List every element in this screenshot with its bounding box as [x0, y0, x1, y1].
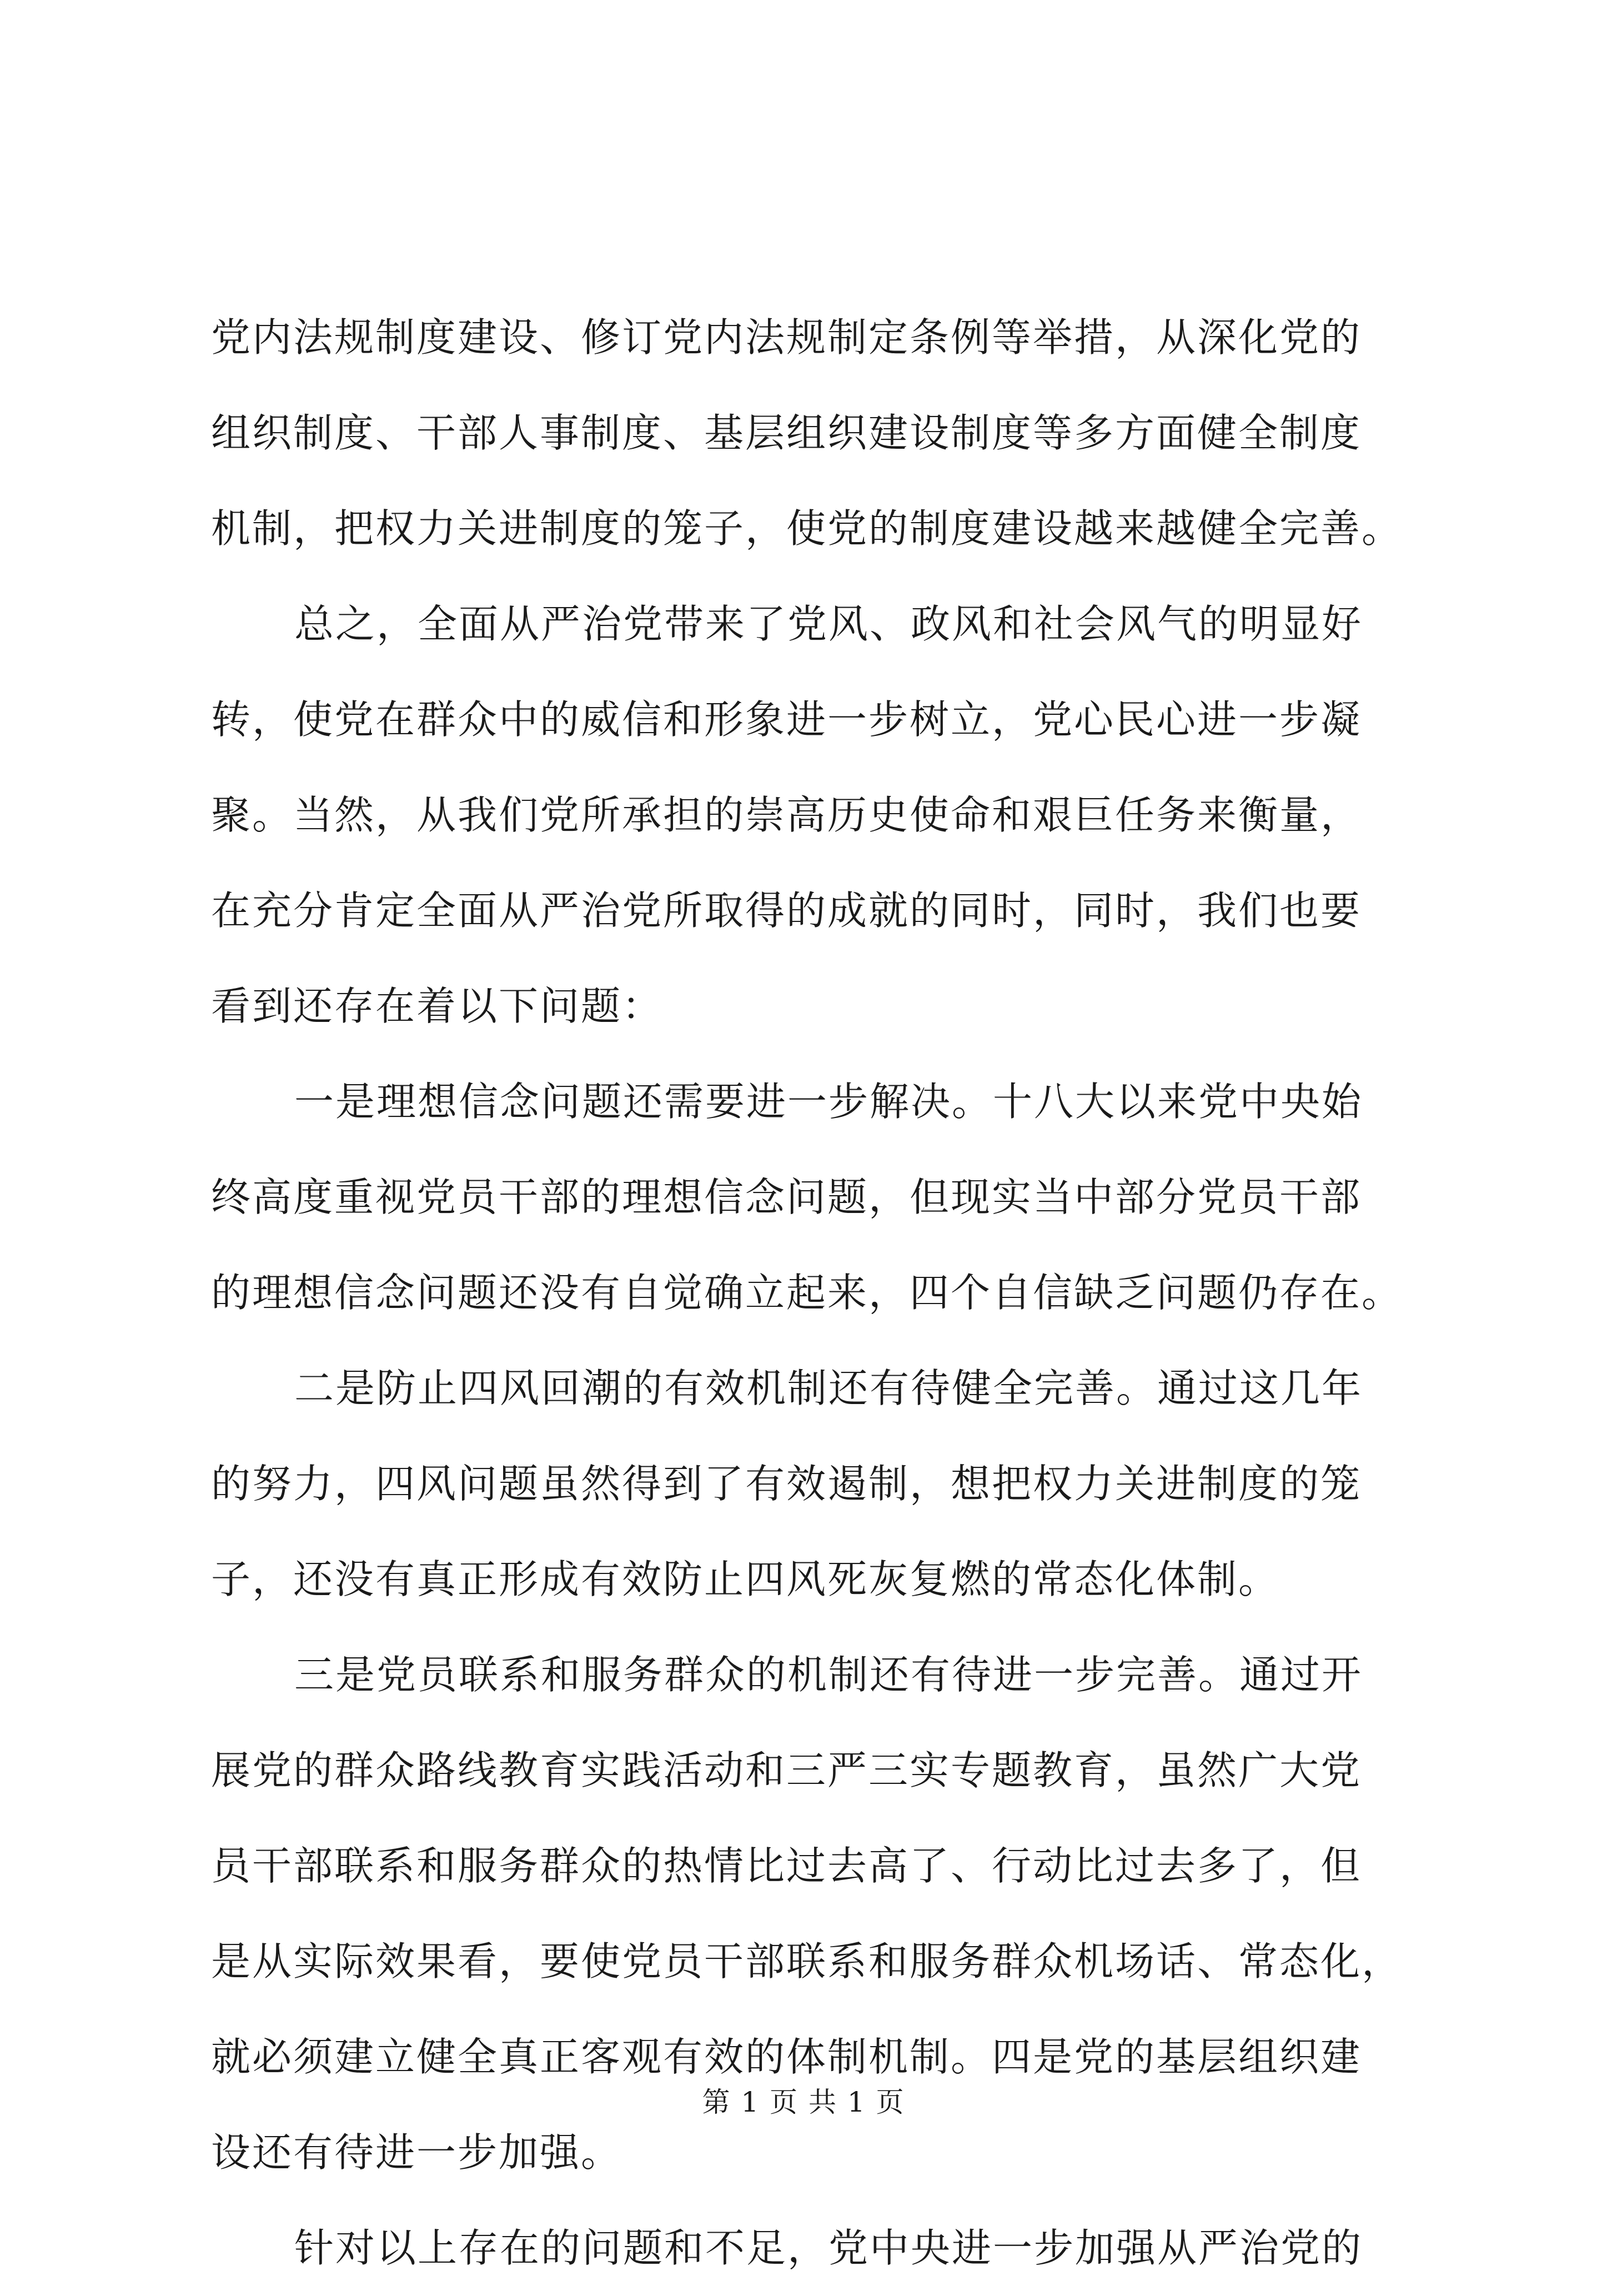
text-line: 机制，把权力关进制度的笼子，使党的制度建设越来越健全完善。	[211, 505, 1403, 552]
text-line: 党内法规制度建设、修订党内法规制定条例等举措，从深化党的	[211, 314, 1362, 360]
text-line: 组织制度、干部人事制度、基层组织建设制度等多方面健全制度	[211, 410, 1362, 456]
text-line: 是从实际效果看，要使党员干部联系和服务群众机场话、常态化，	[211, 1938, 1403, 1984]
document-body	[211, 290, 1410, 2296]
page-number-footer: 第 1 页 共 1 页	[702, 2086, 905, 2118]
text-line: 设还有待进一步加强。	[211, 2129, 622, 2175]
text-line: 在充分肯定全面从严治党所取得的成就的同时，同时，我们也要	[211, 888, 1362, 934]
paragraph-start-line: 三是党员联系和服务群众的机制还有待进一步完善。通过开	[294, 1652, 1363, 1698]
paragraph-start-line: 一是理想信念问题还需要进一步解决。十八大以来党中央始	[294, 1079, 1363, 1125]
text-line: 看到还存在着以下问题：	[211, 983, 664, 1029]
text-line: 的努力，四风问题虽然得到了有效遏制，想把权力关进制度的笼	[211, 1461, 1362, 1507]
paragraph-start-line: 总之，全面从严治党带来了党风、政风和社会风气的明显好	[294, 601, 1363, 647]
text-line: 员干部联系和服务群众的热情比过去高了、行动比过去多了，但	[211, 1843, 1362, 1889]
text-line: 终高度重视党员干部的理想信念问题，但现实当中部分党员干部	[211, 1174, 1362, 1220]
paragraph-start-line: 针对以上存在的问题和不足，党中央进一步加强从严治党的	[294, 2225, 1363, 2271]
text-line: 子，还没有真正形成有效防止四风死灰复燃的常态化体制。	[211, 1556, 1280, 1602]
text-line: 的理想信念问题还没有自觉确立起来，四个自信缺乏问题仍存在。	[211, 1270, 1403, 1316]
text-line: 就必须建立健全真正客观有效的体制机制。四是党的基层组织建	[211, 2034, 1362, 2080]
text-line: 聚。当然，从我们党所承担的崇高历史使命和艰巨任务来衡量，	[211, 792, 1362, 838]
text-line: 转，使党在群众中的威信和形象进一步树立，党心民心进一步凝	[211, 696, 1362, 743]
paragraph-start-line: 二是防止四风回潮的有效机制还有待健全完善。通过这几年	[294, 1365, 1363, 1411]
text-line: 展党的群众路线教育实践活动和三严三实专题教育，虽然广大党	[211, 1747, 1362, 1793]
